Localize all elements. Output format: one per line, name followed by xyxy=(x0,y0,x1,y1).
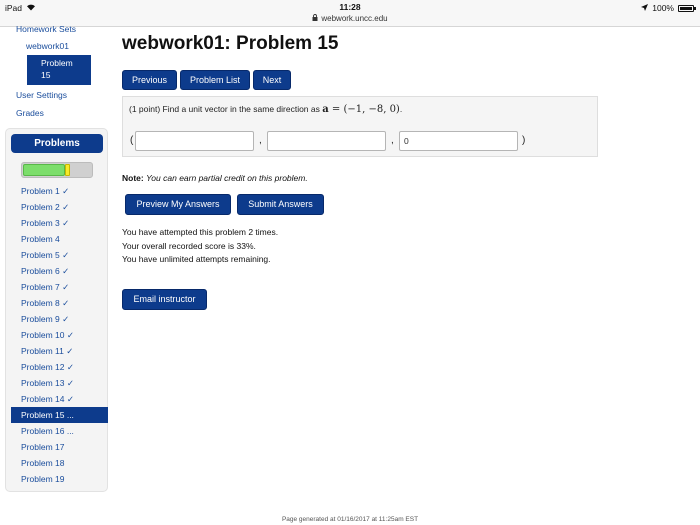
sidebar-active-problem[interactable] xyxy=(27,55,91,85)
submit-answers-button[interactable]: Submit Answers xyxy=(237,194,324,215)
device-label: iPad xyxy=(5,3,23,13)
note-label: Note: xyxy=(122,173,144,183)
active-problem-line1: Problem xyxy=(41,58,73,68)
sidebar-item-problem-16[interactable]: Problem 16 ... xyxy=(21,426,74,436)
location-arrow-icon xyxy=(641,3,648,13)
problem-list xyxy=(11,183,108,487)
attempt-count: You have attempted this problem 2 times. xyxy=(122,227,279,237)
battery-percent: 100% xyxy=(652,3,674,13)
partial-credit-note xyxy=(122,173,308,183)
open-paren: ( xyxy=(130,135,134,146)
sidebar-item-problem-2[interactable]: Problem 2 ✓ xyxy=(21,202,70,212)
sidebar-item-problem-13[interactable]: Problem 13 ✓ xyxy=(21,378,74,388)
sidebar-item-problem-18[interactable]: Problem 18 xyxy=(21,458,65,468)
sidebar-item-problem-1[interactable]: Problem 1 ✓ xyxy=(21,186,70,196)
next-button[interactable]: Next xyxy=(253,70,291,90)
answer-input-2[interactable] xyxy=(267,131,386,151)
attempt-status xyxy=(122,226,278,267)
equals-sign: = xyxy=(328,104,344,115)
problem-statement xyxy=(129,104,402,115)
page-footer: Page generated at 01/16/2017 at 11:25am EST xyxy=(281,516,419,523)
sidebar-item-problem-9[interactable]: Problem 9 ✓ xyxy=(21,314,70,324)
grades-link[interactable]: Grades xyxy=(16,108,44,118)
sidebar-item-problem-19[interactable]: Problem 19 xyxy=(21,474,65,484)
lock-icon xyxy=(312,14,318,23)
set-link-webwork01[interactable]: webwork01 xyxy=(26,41,69,51)
problems-header: Problems xyxy=(11,134,103,153)
sidebar-item-problem-7[interactable]: Problem 7 ✓ xyxy=(21,282,70,292)
answer-input-1[interactable] xyxy=(135,131,254,151)
sidebar-item-problem-4[interactable]: Problem 4 xyxy=(21,234,60,244)
progress-bar xyxy=(21,162,93,178)
sidebar-item-problem-12[interactable]: Problem 12 ✓ xyxy=(21,362,74,372)
address-bar[interactable] xyxy=(0,14,700,23)
close-paren: ) xyxy=(522,135,526,146)
active-problem-line2: 15 xyxy=(41,70,51,80)
vector-symbol: a xyxy=(322,104,329,115)
problem-box xyxy=(122,96,598,157)
answer-input-3[interactable]: 0 xyxy=(399,131,518,151)
progress-partial xyxy=(65,164,70,176)
sidebar-item-problem-17[interactable]: Problem 17 xyxy=(21,442,65,452)
page-title: webwork01: Problem 15 xyxy=(122,33,339,54)
sidebar-item-problem-14[interactable]: Problem 14 ✓ xyxy=(21,394,74,404)
recorded-score: Your overall recorded score is 33%. xyxy=(122,240,256,251)
problem-suffix: . xyxy=(399,104,403,114)
comma-1: , xyxy=(259,135,262,146)
progress-correct xyxy=(23,164,65,176)
status-center xyxy=(0,2,700,23)
math-expression xyxy=(322,104,403,115)
ios-status-bar xyxy=(0,0,700,27)
note-text: You can earn partial credit on this problem. xyxy=(146,173,308,183)
preview-answers-button[interactable]: Preview My Answers xyxy=(125,194,231,215)
vector-value: (−1, −8, 0) xyxy=(343,104,400,115)
comma-2: , xyxy=(391,135,394,146)
sidebar-item-problem-10[interactable]: Problem 10 ✓ xyxy=(21,330,74,340)
problem-list-button[interactable]: Problem List xyxy=(180,70,250,90)
sidebar-item-problem-11[interactable]: Problem 11 ✓ xyxy=(21,346,74,356)
user-settings-link[interactable]: User Settings xyxy=(16,90,68,100)
problem-prefix: (1 point) Find a unit vector in the same direction as xyxy=(129,104,323,114)
sidebar-item-problem-8[interactable]: Problem 8 ✓ xyxy=(21,298,70,308)
sidebar-item-problem-6[interactable]: Problem 6 ✓ xyxy=(21,266,70,276)
battery-icon xyxy=(678,5,694,12)
homework-sets-link[interactable]: Homework Sets xyxy=(16,24,76,34)
status-right xyxy=(641,3,694,13)
sidebar-item-problem-3[interactable]: Problem 3 ✓ xyxy=(21,218,70,228)
previous-button[interactable]: Previous xyxy=(122,70,177,90)
sidebar-item-problem-5[interactable]: Problem 5 ✓ xyxy=(21,250,70,260)
attempts-remaining: You have unlimited attempts remaining. xyxy=(122,254,271,264)
sidebar-item-problem-15[interactable]: Problem 15 ... xyxy=(11,407,108,423)
email-instructor-button[interactable]: Email instructor xyxy=(122,289,207,310)
url-text: webwork.uncc.edu xyxy=(321,14,388,23)
problems-panel xyxy=(5,128,108,492)
clock: 11:28 xyxy=(339,2,361,12)
